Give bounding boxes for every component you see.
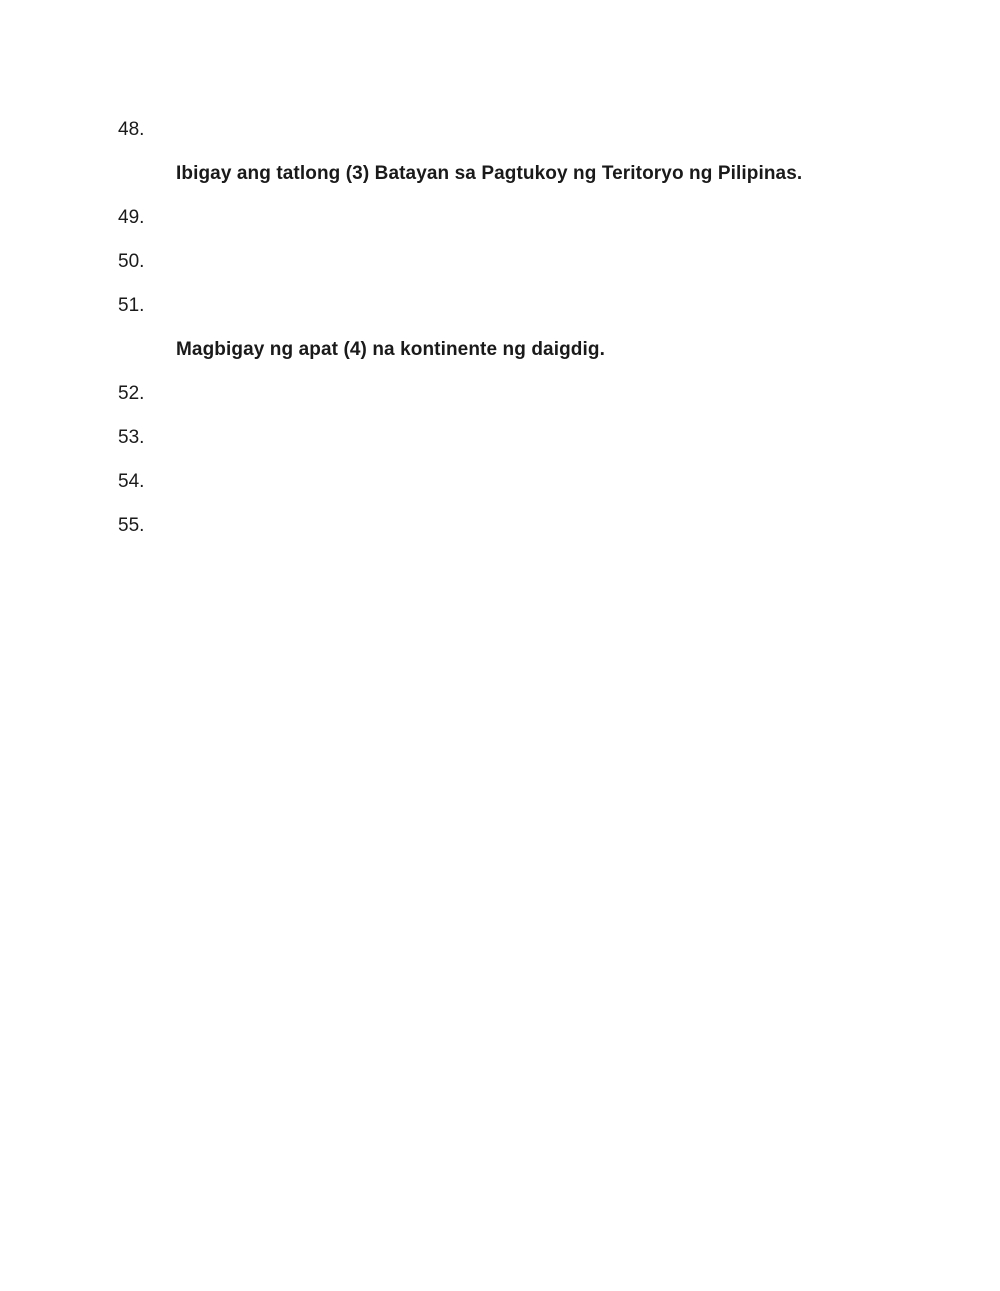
section-instruction-continents: Magbigay ng apat (4) na kontinente ng daigdig. <box>176 339 605 360</box>
item-number-51: 51. <box>118 295 145 316</box>
section-instruction-territory: Ibigay ang tatlong (3) Batayan sa Pagtukoy ng Teritoryo ng Pilipinas. <box>176 163 803 184</box>
item-number-55: 55. <box>118 515 145 536</box>
item-number-52: 52. <box>118 383 145 404</box>
item-number-49: 49. <box>118 207 145 228</box>
item-number-50: 50. <box>118 251 145 272</box>
item-number-48: 48. <box>118 119 145 140</box>
item-number-53: 53. <box>118 427 145 448</box>
item-number-54: 54. <box>118 471 145 492</box>
